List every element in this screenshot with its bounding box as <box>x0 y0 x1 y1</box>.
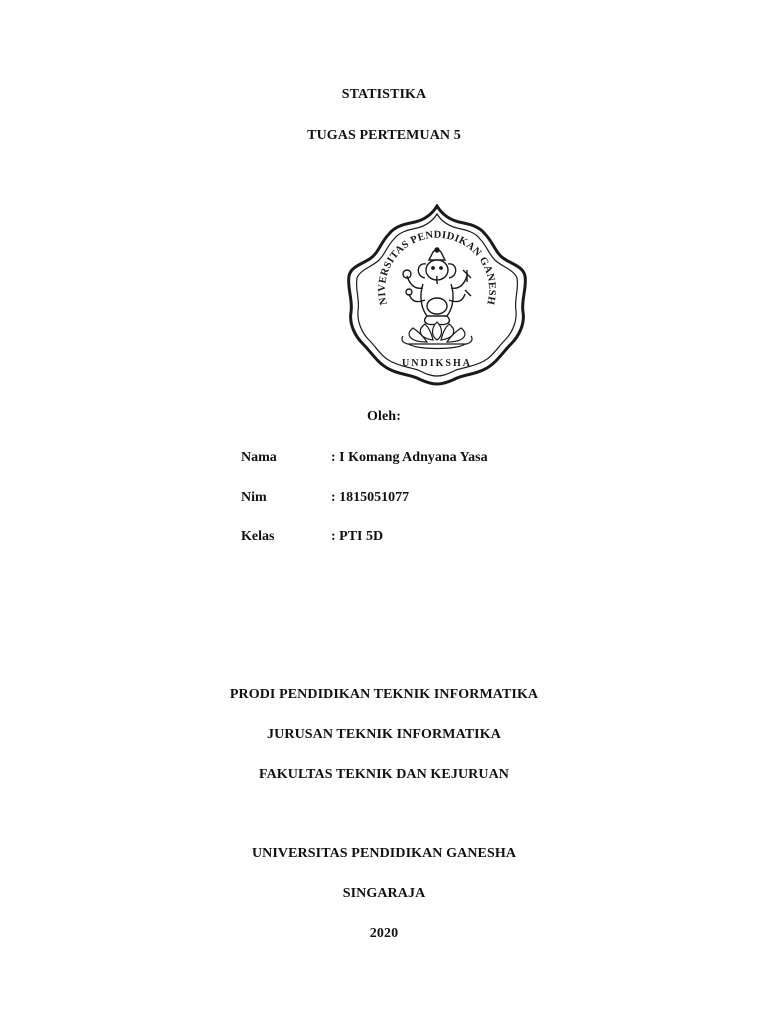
fakultas-line: FAKULTAS TEKNIK DAN KEJURUAN <box>258 767 510 782</box>
city-line: SINGARAJA <box>342 886 426 901</box>
info-value: : 1815051077 <box>331 490 410 505</box>
subject-title: STATISTIKA <box>341 87 427 102</box>
assignment-title: TUGAS PERTEMUAN 5 <box>307 128 461 143</box>
info-label: Kelas <box>241 529 275 544</box>
year-line: 2020 <box>369 926 399 941</box>
by-label: Oleh: <box>367 409 401 424</box>
info-label: Nim <box>241 490 267 505</box>
universitas-line: UNIVERSITAS PENDIDIKAN GANESHA <box>251 846 517 861</box>
prodi-line: PRODI PENDIDIKAN TEKNIK INFORMATIKA <box>229 687 539 702</box>
svg-text:UNIVERSITAS PENDIDIKAN GANESHA: NIVERSITAS PENDIDIKAN GANESH <box>376 229 498 306</box>
info-value: : I Komang Adnyana Yasa <box>331 450 488 465</box>
undiksha-logo-icon <box>347 204 527 386</box>
jurusan-line: JURUSAN TEKNIK INFORMATIKA <box>267 727 501 742</box>
info-value: : PTI 5D <box>331 529 384 544</box>
svg-text:UNDIKSHA: UNDIKSHA <box>402 358 472 369</box>
info-label: Nama <box>241 450 277 465</box>
